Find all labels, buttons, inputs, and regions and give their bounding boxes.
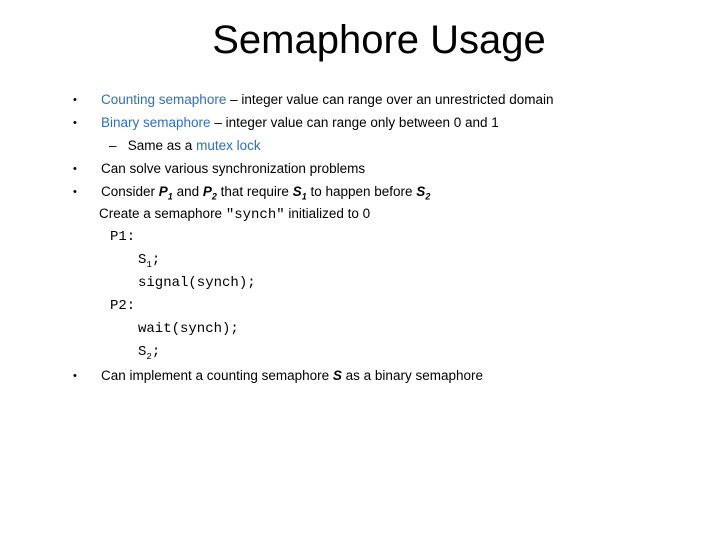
sub-1: 1 xyxy=(167,191,173,202)
bullet-marker: • xyxy=(73,186,77,198)
term-mutex-lock: mutex lock xyxy=(196,138,261,153)
sub-2: 2 xyxy=(425,191,431,202)
bullet-marker: • xyxy=(73,163,77,175)
bullet-counting-semaphore xyxy=(101,92,554,107)
code-sub: 1 xyxy=(146,259,152,270)
code-synch: "synch" xyxy=(225,207,285,223)
slide-title: Semaphore Usage xyxy=(212,18,546,62)
bullet-marker: • xyxy=(73,94,77,106)
create-semaphore-line xyxy=(99,206,370,223)
text-fragment: that require xyxy=(216,184,293,199)
var-p: P xyxy=(158,184,168,199)
code-semicolon: ; xyxy=(151,252,161,268)
sub-bullet-text: Same as a xyxy=(127,138,197,153)
code-signal: signal(synch); xyxy=(138,275,256,291)
sub-1: 1 xyxy=(301,191,307,202)
text-fragment: to happen before xyxy=(306,184,417,199)
sub-bullet-dash: – xyxy=(109,138,117,153)
sub-bullet-mutex xyxy=(109,138,261,153)
code-s2-statement xyxy=(138,344,160,362)
code-p2-label: P2: xyxy=(110,298,136,314)
bullet-marker: • xyxy=(73,117,77,129)
text-fragment: and xyxy=(172,184,203,199)
text-fragment: Consider xyxy=(101,184,159,199)
bullet-consider xyxy=(101,184,430,202)
bullet-binary-implementation xyxy=(101,368,483,383)
code-s1-statement xyxy=(138,252,160,270)
code-wait: wait(synch); xyxy=(138,321,239,337)
bullet-marker: • xyxy=(73,370,77,382)
var-s: S xyxy=(292,184,302,199)
text-fragment: initialized to 0 xyxy=(284,206,371,221)
bullet-synchronization: Can solve various synchronization problems xyxy=(101,161,366,176)
bullet-binary-semaphore xyxy=(101,115,499,130)
var-s: S xyxy=(416,184,426,199)
term-counting-semaphore: Counting semaphore xyxy=(101,92,227,107)
bullet-text: – integer value can range only between 0 and 1 xyxy=(210,115,499,130)
text-fragment: Create a semaphore xyxy=(99,206,226,221)
code-semicolon: ; xyxy=(151,344,161,360)
bullet-text: – integer value can range over an unrestricted domain xyxy=(226,92,554,107)
var-s: S xyxy=(332,368,342,383)
text-fragment: as a binary semaphore xyxy=(341,368,483,383)
code-s: S xyxy=(138,252,147,268)
code-s: S xyxy=(138,344,147,360)
sub-2: 2 xyxy=(211,191,217,202)
text-fragment: Can implement a counting semaphore xyxy=(101,368,333,383)
code-p1-label: P1: xyxy=(110,229,136,245)
var-p: P xyxy=(202,184,212,199)
code-sub: 2 xyxy=(146,351,152,362)
term-binary-semaphore: Binary semaphore xyxy=(101,115,211,130)
